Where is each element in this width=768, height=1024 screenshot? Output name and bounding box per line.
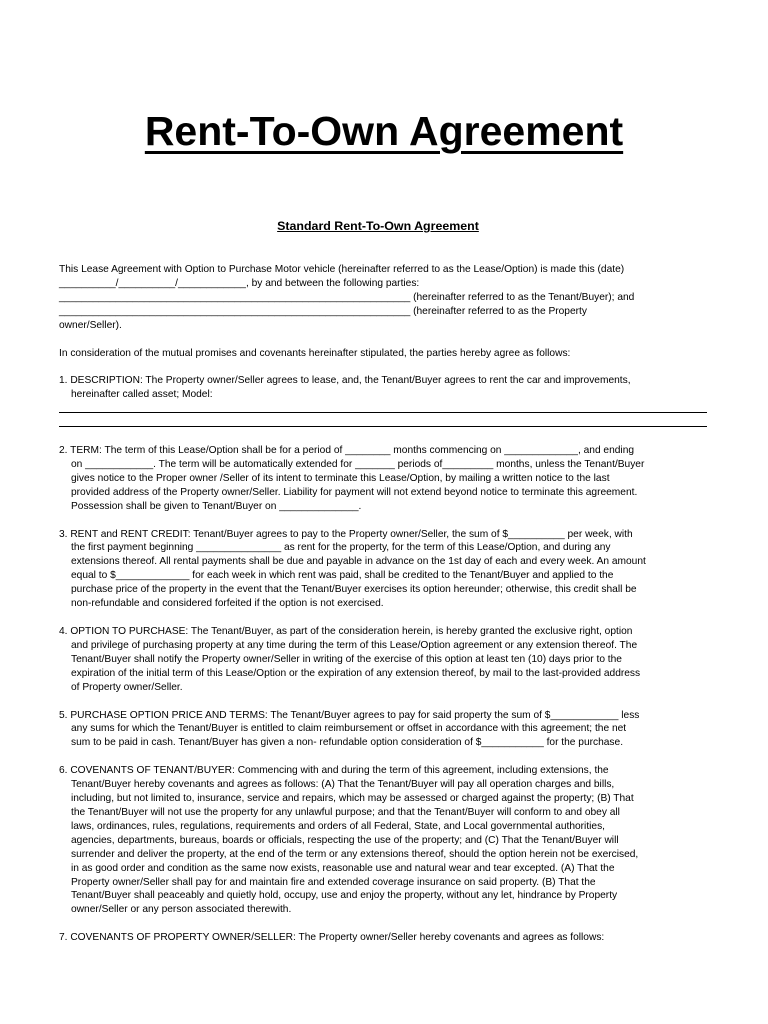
section-line: agencies, departments, bureaus, boards or officials, respecting the use of the property; and (C) That the Tenant/Buyer will xyxy=(71,834,619,846)
document-subtitle: Standard Rent-To-Own Agreement xyxy=(277,219,479,233)
section-covenants-tenant xyxy=(59,764,719,917)
section-line: equal to $_____________ for each week in which rent was paid, shall be credited to the Tenant/Buyer and applied to the xyxy=(71,570,614,582)
consideration-paragraph: In consideration of the mutual promises and covenants hereinafter stipulated, the parties hereby agree as follows: xyxy=(59,347,571,359)
intro-line: This Lease Agreement with Option to Purchase Motor vehicle (hereinafter referred to as the Lease/Option) is made this (date) xyxy=(59,264,625,275)
section-line: purchase price of the property in the event that the Tenant/Buyer exercises its option hereunder; otherwise, this credit shall be xyxy=(71,584,637,596)
intro-line: owner/Seller). xyxy=(59,319,122,331)
section-term xyxy=(59,444,719,514)
section-line: including, but not limited to, insurance, service and repairs, which may be assessed or charged against the property; (B) That xyxy=(71,793,634,805)
section-line: the Tenant/Buyer will not use the property for any unlawful purpose; and that the Tenant/Buyer will conform to and obey all xyxy=(71,806,620,818)
section-line: 2. TERM: The term of this Lease/Option shall be for a period of ________ months commencing on _____________, and ending xyxy=(59,445,635,457)
model-blank-line xyxy=(59,402,721,416)
section-line: 3. RENT and RENT CREDIT: Tenant/Buyer agrees to pay to the Property owner/Seller, the sum of $__________ per week, with xyxy=(59,528,633,540)
section-line: Possession shall be given to Tenant/Buyer on ______________. xyxy=(71,500,362,512)
section-line: the first payment beginning _______________ as rent for the property, for the term of this Lease/Option, and during any xyxy=(71,542,611,554)
page-title: Rent-To-Own Agreement xyxy=(144,108,624,154)
section-line: provided address of the Property owner/Seller. Liability for payment will not extend beyond notice to terminate this agreement. xyxy=(71,486,638,498)
section-line: Tenant/Buyer hereby covenants and agrees as follows: (A) That the Tenant/Buyer will pay all operation charges and bills, xyxy=(71,779,615,791)
section-line: surrender and deliver the property, at the end of the term or any extensions thereof, should the option herein not be exercised, xyxy=(71,848,639,860)
section-line: and privilege of purchasing property at any time during the term of this Lease/Option agreement or any extension thereof. The xyxy=(71,639,638,651)
intro-line: ______________________________________________________________ (hereinafter referred to as the Tenant/Buyer); and xyxy=(59,291,635,303)
section-line: Tenant/Buyer shall notify the Property owner/Seller in writing of the exercise of this option at least ten (10) days prior to the xyxy=(71,653,622,665)
section-line: sum to be paid in cash. Tenant/Buyer has given a non- refundable option consideration of $___________ for the purchase. xyxy=(71,737,624,749)
section-description xyxy=(59,374,719,430)
section-line: 1. DESCRIPTION: The Property owner/Seller agrees to lease, and, the Tenant/Buyer agrees to rent the car and improvements, xyxy=(59,375,631,387)
section-line: laws, ordinances, rules, regulations, requirements and orders of all Federal, State, and Local governmental authorities, xyxy=(71,820,606,832)
section-line: expiration of the initial term of this Lease/Option or the expiration of any extension thereof, by mail to the last-provided address xyxy=(71,667,641,679)
section-line: 6. COVENANTS OF TENANT/BUYER: Commencing with and during the term of this agreement, including extensions, the xyxy=(59,765,609,777)
section-line: of Property owner/Seller. xyxy=(71,681,183,693)
section-purchase-price xyxy=(59,709,719,751)
section-line: owner/Seller or any person associated therewith. xyxy=(71,904,292,916)
section-line: hereinafter called asset; Model: xyxy=(71,389,213,401)
intro-line: ______________________________________________________________ (hereinafter referred to as the Property xyxy=(59,305,587,317)
section-line: 5. PURCHASE OPTION PRICE AND TERMS: The Tenant/Buyer agrees to pay for said property the sum of $____________ less xyxy=(59,709,640,721)
intro-paragraph xyxy=(59,263,719,333)
section-line: Tenant/Buyer shall peaceably and quietly hold, occupy, use and enjoy the property, without any let, hindrance by Property xyxy=(71,890,618,902)
section-line: 7. COVENANTS OF PROPERTY OWNER/SELLER: The Property owner/Seller hereby covenants and agrees as follows: xyxy=(59,932,605,944)
section-line: gives notice to the Proper owner /Seller of its intent to terminate this Lease/Option, by mailing a written notice to the last xyxy=(71,472,610,484)
section-line: Property owner/Seller shall pay for and maintain fire and extended coverage insurance on said property. (B) That the xyxy=(71,876,596,888)
section-line: any sums for which the Tenant/Buyer is entitled to claim reimbursement or offset in accordance with this agreement; the net xyxy=(71,723,627,735)
section-line: in as good order and condition as the same now exists, reasonable use and natural wear and tear excepted. (A) That the xyxy=(71,862,615,874)
section-line: on ____________. The term will be automatically extended for _______ periods of_________ months, unless the Tenant/Buyer xyxy=(71,458,645,470)
section-option-to-purchase xyxy=(59,625,719,695)
section-rent xyxy=(59,528,719,611)
model-blank-line xyxy=(59,416,721,430)
section-line: non-refundable and considered forfeited if the option is not exercised. xyxy=(71,598,384,610)
agreement-body xyxy=(59,263,719,945)
section-line: extensions thereof. All rental payments shall be due and payable in advance on the 1st day of each and every week. An amount xyxy=(71,556,646,568)
section-line: 4. OPTION TO PURCHASE: The Tenant/Buyer, as part of the consideration herein, is hereby granted the exclusive right, option xyxy=(59,626,633,637)
intro-line: __________/__________/____________, by and between the following parties: xyxy=(59,277,420,289)
section-covenants-owner xyxy=(59,931,719,945)
